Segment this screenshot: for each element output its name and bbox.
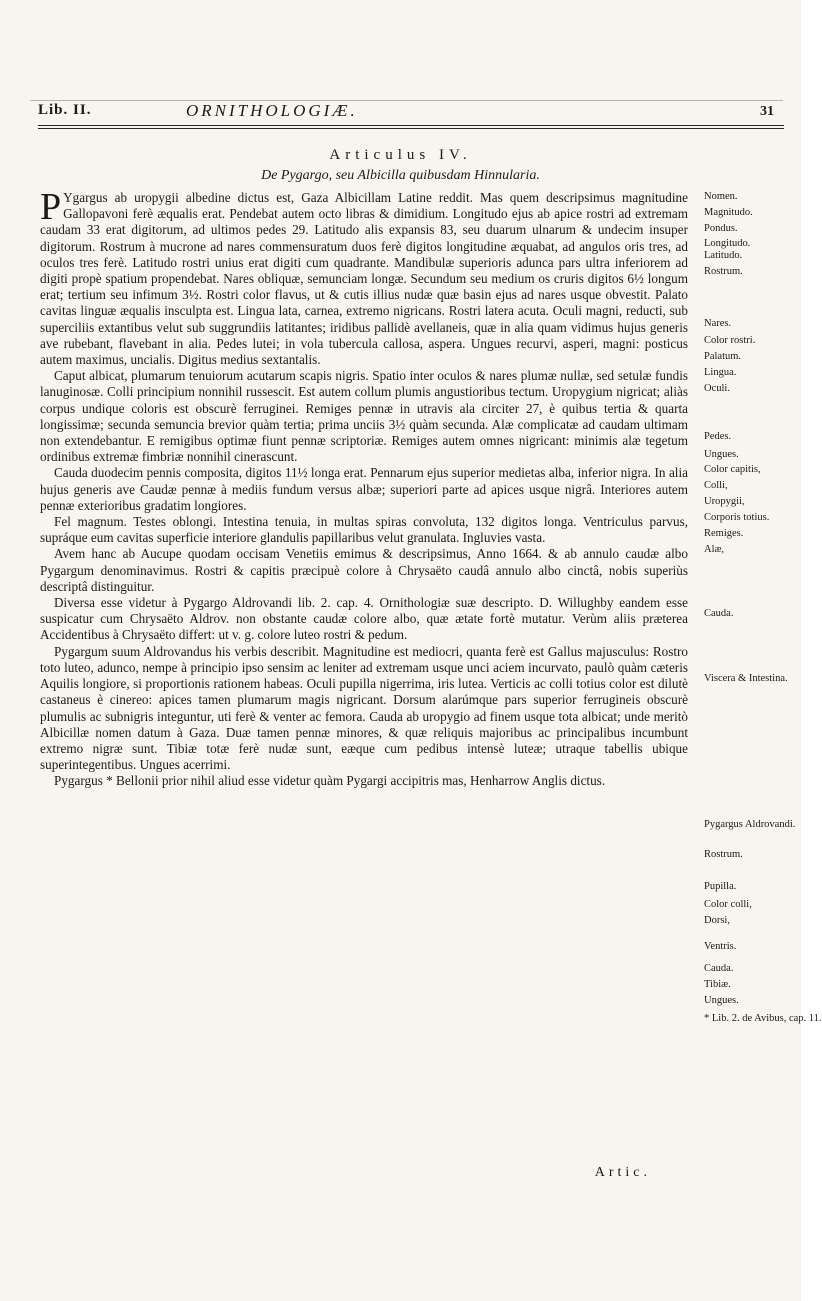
paragraph: Cauda duodecim pennis composita, digitos 11½ longa erat. Pennarum ejus superior medietas alba, inferior nigra. In alia hujus generis ave Caudæ pennæ à mediis fundum versus albæ; superiori parte ad apices usque nigrâ. Interiores autem pennæ exterioribus gradatim longiores. [40, 465, 688, 513]
paragraph: Diversa esse videtur à Pygargo Aldrovandi lib. 2. cap. 4. Ornithologiæ suæ descripto. D. Willughby eandem esse suspicatur cum Chrysaëto Aldrov. non obstante caudæ colore albo, quæ ætate fortè mutatur. Verùm aliis præterea Accidentibus à Chrysaëto differt: ut v. g. colore luteo rostri & pedum. [40, 595, 688, 643]
margin-note: Uropygii, [704, 496, 745, 507]
margin-note: Oculi. [704, 383, 730, 394]
margin-note: Color colli, [704, 899, 752, 910]
margin-note: Pygargus Aldrovandi. [704, 819, 796, 830]
margin-note: Nomen. [704, 191, 738, 202]
margin-note: Pondus. [704, 223, 738, 234]
margin-note: Rostrum. [704, 266, 743, 277]
paragraph: Caput albicat, plumarum tenuiorum acutarum scapis nigris. Spatio inter oculos & nares plumæ nullæ, sed setulæ fundis lanuginosæ. Colli principium nonnihil russescit. Est autem collum plumis angustioribus tectum. Uropygium nigricat; aliàs corpus undique coloris est obscurè ferruginei. Remiges pennæ in utravis ala circiter 27, è quibus tertia & quarta longissimæ; secunda semuncia brevior quàm tertia; prima unciis 3½ quàm secunda. Alæ complicatæ ad caudam ultimam non extendebantur. E remigibus optimæ fiunt pennæ scriptoriæ. Remiges autem omnes nigricant: minimis alæ tegetum ordinibus extremæ fimbriæ nonnihil cinerascunt. [40, 368, 688, 465]
scan-edge-line [30, 100, 783, 101]
margin-note: * Lib. 2. de Avibus, cap. 11. [704, 1013, 822, 1024]
paragraph: Pygargus * Bellonii prior nihil aliud esse videtur quàm Pygargi accipitris mas, Henharrow Anglis dictus. [54, 773, 606, 789]
catchword: Artic. [594, 1165, 651, 1180]
paragraph: Avem hanc ab Aucupe quodam occisam Venetiis emimus & descripsimus, Anno 1664. & ab annulo caudæ albo Pygargum denominavimus. Rostri & capitis præcipuè colore à Chrysaëto caudâ annulo albo cinctâ, nobis superiùs descriptâ distinguitur. [40, 546, 688, 594]
header-rule [38, 125, 784, 126]
margin-note: Pedes. [704, 431, 732, 442]
margin-note: Tibiæ. [704, 979, 731, 990]
section-heading: Articulus IV. [329, 147, 472, 163]
book-number: Lib. II. [38, 102, 92, 118]
header-rule-thin [38, 128, 784, 129]
margin-note: Magnitudo. [704, 207, 753, 218]
margin-note: Nares. [704, 318, 732, 329]
margin-note: Rostrum. [704, 849, 743, 860]
paragraph: Fel magnum. Testes oblongi. Intestina tenuia, in multas spiras convoluta, 132 digitos longa. Ventriculus parvus, supráque eum cavitas superficie interiore glandulis papillaribus velut granulata. Ingluvies vasta. [40, 514, 688, 546]
margin-note: Longitudo. [704, 238, 751, 249]
margin-note: Ungues. [704, 449, 739, 460]
margin-note: Colli, [704, 480, 728, 491]
margin-note: Ventris. [704, 941, 737, 952]
page-number: 31 [760, 104, 774, 119]
paragraph [40, 186, 688, 368]
margin-note: Ungues. [704, 995, 739, 1006]
margin-note: Viscera & Intestina. [704, 673, 788, 684]
margin-note: Cauda. [704, 608, 734, 619]
paragraph-text: Ygargus ab uropygii albedine dictus est, Gaza Albicillam Latine reddit. Mas quem descripsimus magnitudine Gallopavoni ferè æqualis erat. Pendebat autem octo libras & dimidium. Longitudo ejus ab apice rostri ad extremam caudam 33 erat digitorum, ad ultimos pedes 29. Latitudo alis expansis 83, seu duarum ulnarum & undecim insuper digitorum. Rostrum à mucrone ad nares commensuratum duos ferè digitos longitudine æquabat, ad angulos oris tres, ad oculos tres ferè. Latitudo rostri unius erat digiti cum quadrante. Mandibulæ superioris adunca pars ultra inferiorem ad digiti propè spatium propendebat. Nares obliquæ, semunciam longæ. Secundum seu medium os cruris digitos 6½ longum erat; tertium seu infimum 3½. Rostri color flavus, ut & cutis illius nudæ quæ basin ejus ad nares usque obvestit. Palato cavitas linguæ æqualis insculpta est. Lingua lata, carnea, extremo nigricans. Rostri latera acuta. Oculi magni, reducti, sub superciliis extantibus velut sub suggrundiis latitantes; iridibus pallidè avellaneis, quæ in alia quam vidimus hujus generis ave rubebant, flavebant in alia. Pedes lutei; in vola tubercula callosa, aspera. Ungues recurvi, asperi, magni: posticus autem maximus, uncialis. Digitus medius sextantalis. [40, 190, 688, 368]
body-text [40, 186, 688, 790]
margin-note: Alæ, [704, 544, 725, 555]
margin-note: Corporis totius. [704, 512, 770, 523]
drop-cap: P [40, 186, 62, 228]
running-title: ORNITHOLOGIÆ. [186, 101, 358, 120]
margin-note: Latitudo. [704, 250, 743, 261]
margin-note: Pupilla. [704, 881, 737, 892]
section-subtitle: De Pygargo, seu Albicilla quibusdam Hinnularia. [261, 168, 540, 183]
margin-note: Dorsi, [704, 915, 730, 926]
margin-note: Color capitis, [704, 464, 761, 475]
margin-note: Cauda. [704, 963, 734, 974]
margin-note: Remiges. [704, 528, 744, 539]
margin-note: Lingua. [704, 367, 737, 378]
margin-note: Palatum. [704, 351, 742, 362]
margin-note: Color rostri. [704, 335, 756, 346]
paragraph: Pygargum suum Aldrovandus his verbis describit. Magnitudine est mediocri, quanta ferè est Gallus majusculus: Rostro toto luteo, adunco, nempe à principio ipso sensim ac leniter ad extremam usque unci aciem incurvato, paulò quàm cæteris Aquilis longiore, si proportionis rationem habeas. Oculi pupilla nigerrima, iris lutea. Verticis ac colli totius color est dilutè castaneus è cinereo: apices tamen plumarum magis nigricant. Dorsum alarúmque pars superior ferrugineis obscurè plumulis ac subnigris integuntur, uti ferè & venter ac femora. Cauda ab uropygio ad finem usque tota albicat; unde meritò Albicillæ nomen datum à Gaza. Duæ tamen pennæ minores, & quæ reliquis majoribus ac principalibus incumbunt extremo nigræ sunt. Tibiæ totæ ferè nudæ sunt, eæque cum pedibus intensè luteæ; utraque tabellis ubique superintegentibus. Ungues acerrimi. [40, 643, 688, 773]
